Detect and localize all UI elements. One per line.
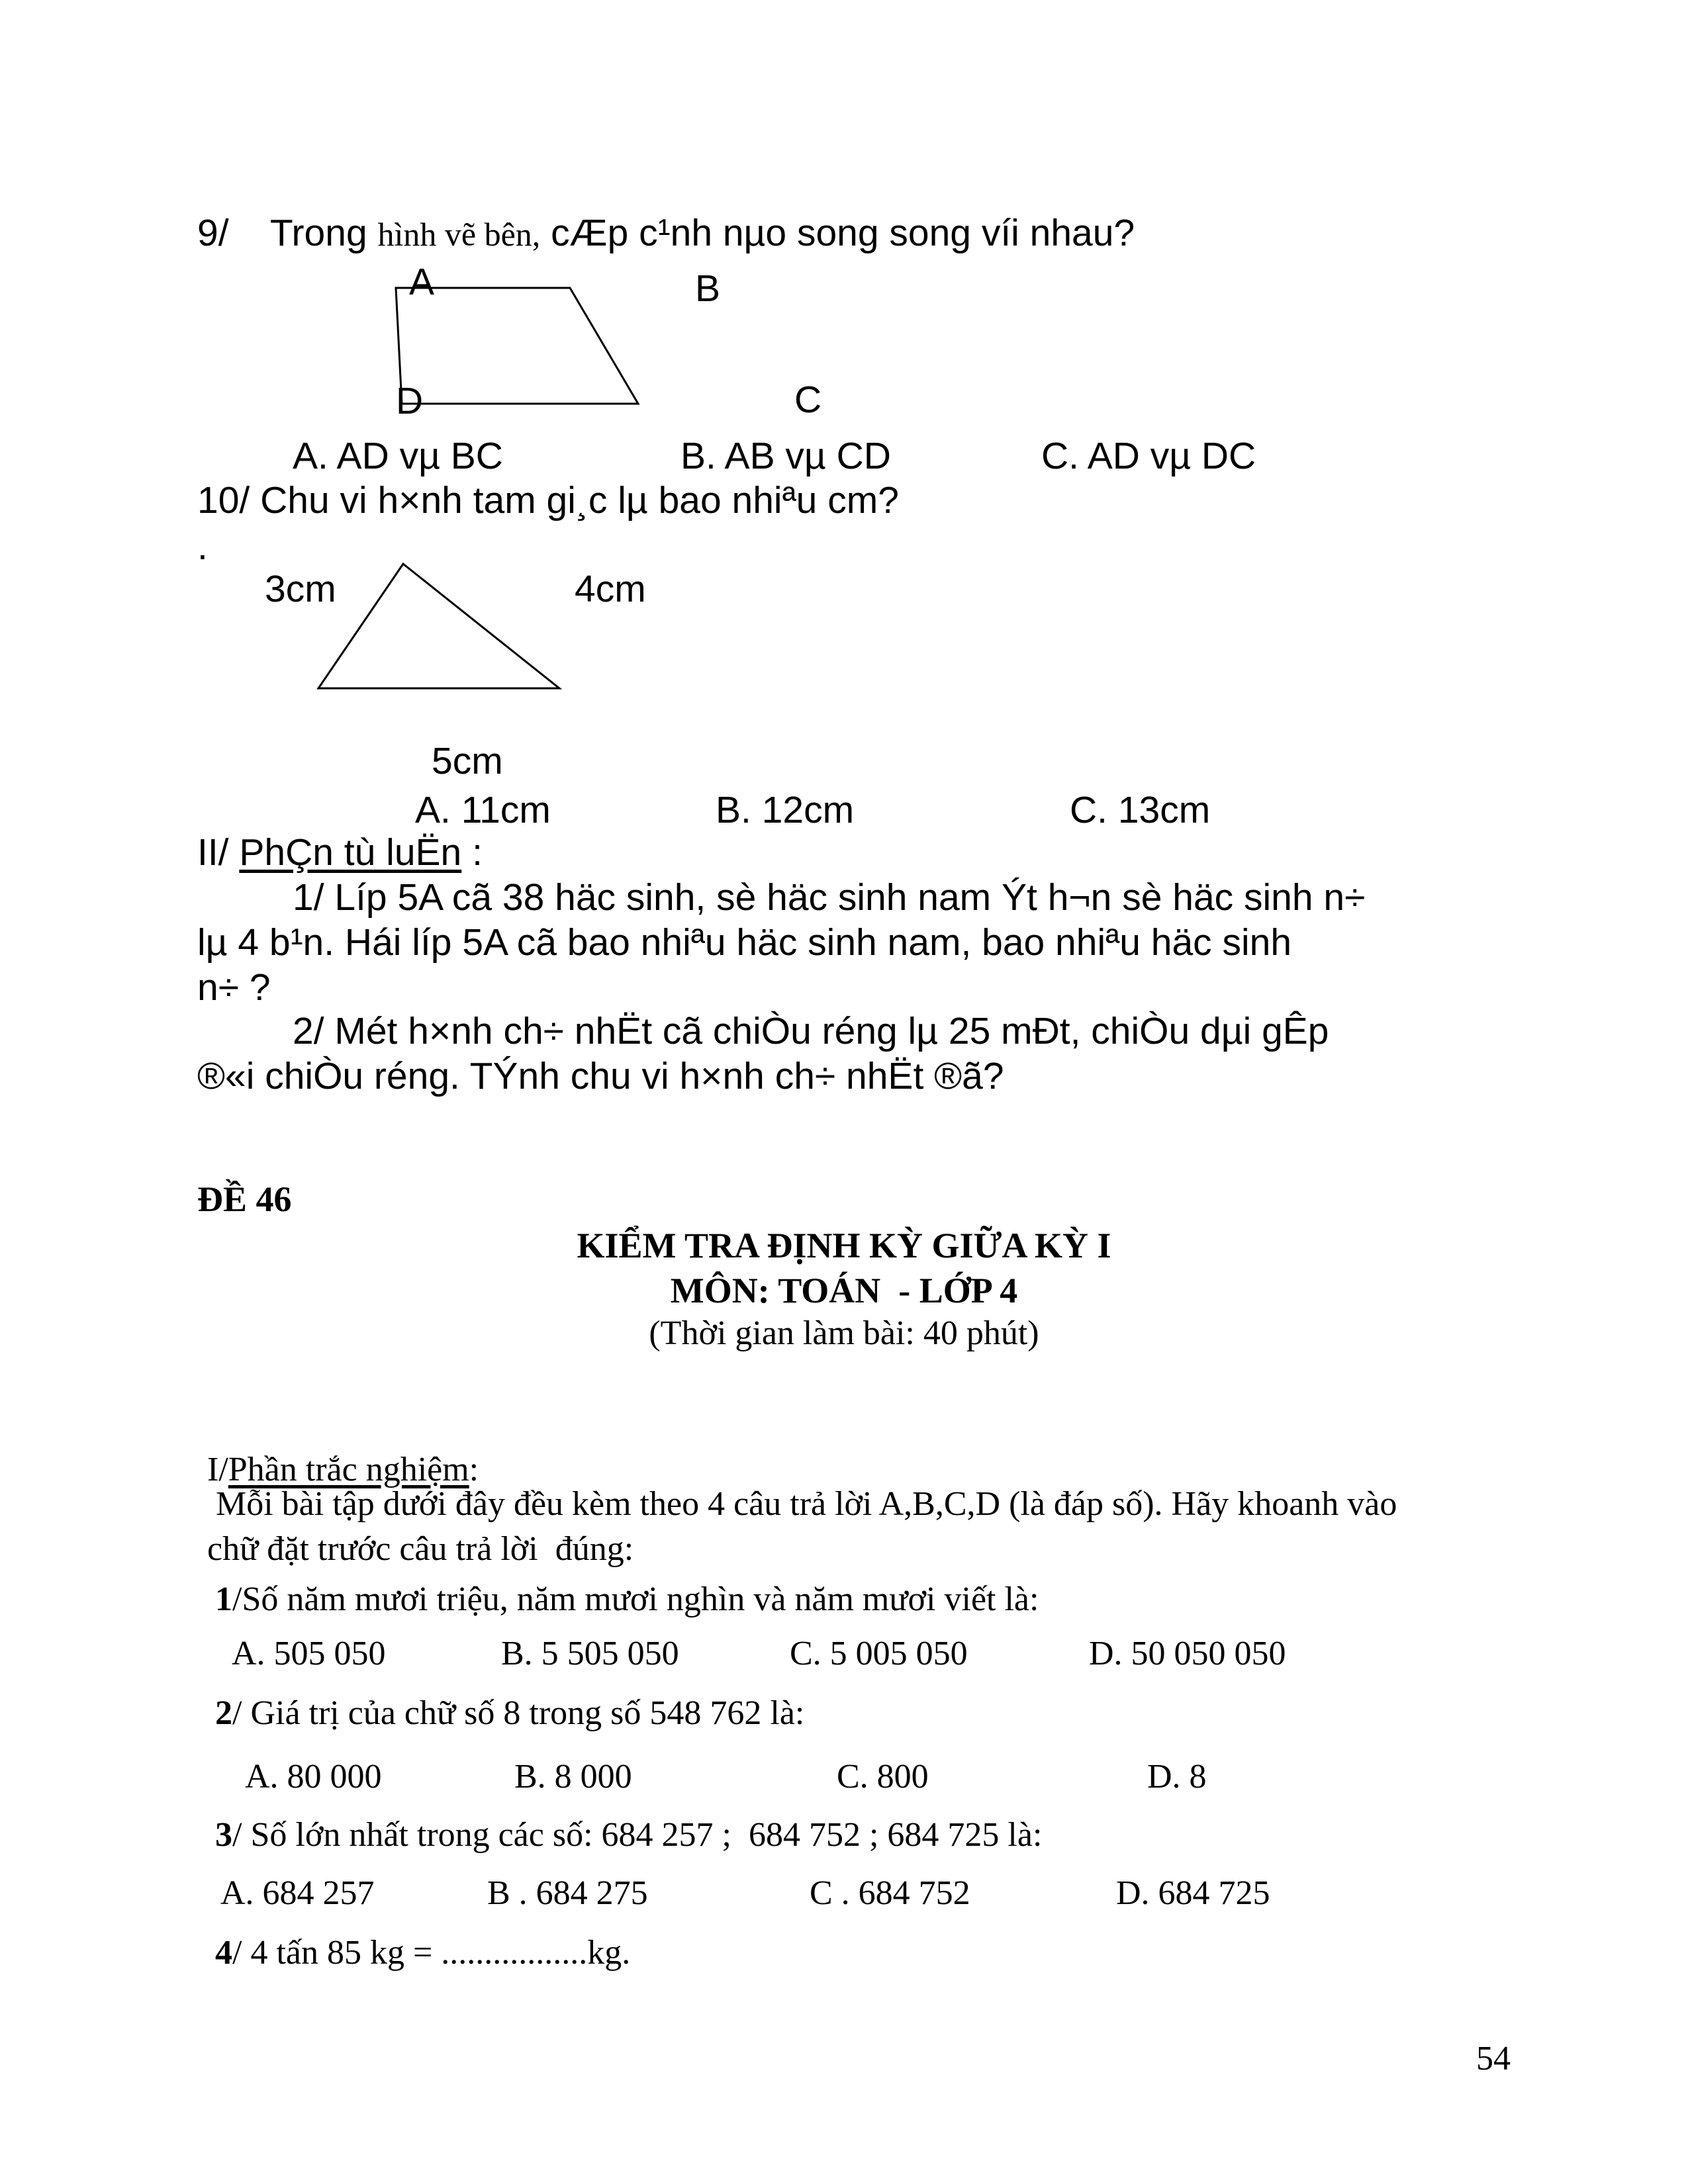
triangle-side-left-label: 3cm — [265, 568, 336, 610]
part-1-suffix: : — [469, 1451, 479, 1488]
vertex-label-b: B — [695, 267, 721, 310]
triangle-side-bottom-label: 5cm — [432, 740, 503, 782]
mcq-question-2 — [215, 1692, 804, 1735]
triangle-side-right-label: 4cm — [575, 568, 646, 610]
essay-problem-2-line-2: ®«i chiÒu réng. TÝnh chu vi h×nh ch÷ nhËt ®ã? — [197, 1055, 1004, 1097]
essay-problem-1-line-1: 1/ Líp 5A cã 38 häc sinh, sè häc sinh nam Ýt h¬n sè häc sinh n÷ — [293, 876, 1366, 919]
essay-problem-1-line-2: lµ 4 b¹n. Hái líp 5A cã bao nhiªu häc sinh nam, bao nhiªu häc sinh — [197, 921, 1292, 964]
part-2-heading — [197, 830, 483, 875]
q3-answer-c: C . 684 752 — [810, 1874, 970, 1912]
q9-prefix: 9/ Trong — [197, 212, 378, 254]
exam-number-heading: ĐỀ 46 — [197, 1179, 292, 1219]
q9-rest: cÆp c¹nh nµo song song víi nhau? — [540, 212, 1135, 254]
q3-number: 3 — [215, 1816, 232, 1854]
q4-number: 4 — [215, 1934, 232, 1972]
q1-answer-a: A. 505 050 — [232, 1635, 386, 1672]
essay-problem-1-line-3: n÷ ? — [197, 966, 271, 1009]
q1-answer-b: B. 5 505 050 — [501, 1635, 679, 1672]
q10-answer-a: A. 11cm — [415, 789, 551, 831]
stray-dot: . — [197, 525, 208, 568]
q1-answer-c: C. 5 005 050 — [790, 1635, 968, 1672]
essay-problem-2-line-1: 2/ Mét h×nh ch÷ nhËt cã chiÒu réng lµ 25 mÐt, chiÒu dµi gÊp — [293, 1010, 1329, 1052]
part-2-prefix: II/ — [197, 831, 240, 874]
mcq-question-4 — [215, 1931, 630, 1975]
part-2-title: PhÇn tù luËn — [239, 831, 462, 874]
part-1-title: Phần trắc nghiệm — [228, 1451, 469, 1488]
q3-answer-b: B . 684 275 — [487, 1874, 648, 1912]
vertex-label-a: A — [409, 261, 435, 303]
q9-answer-a: A. AD vµ BC — [293, 435, 503, 477]
q3-text: / Số lớn nhất trong các số: 684 257 ; 684 752 ; 684 725 là: — [232, 1816, 1043, 1854]
mcq-question-3 — [215, 1813, 1042, 1857]
exam-subtitle: MÔN: TOÁN - LỚP 4 — [670, 1271, 1018, 1310]
triangle-figure — [311, 557, 569, 696]
q9-answer-b: B. AB vµ CD — [680, 435, 891, 477]
q2-answer-d: D. 8 — [1147, 1758, 1207, 1796]
part-2-suffix: : — [461, 831, 483, 874]
q3-answer-a: A. 684 257 — [220, 1874, 375, 1912]
vertex-label-d: D — [396, 380, 424, 422]
q10-answer-b: B. 12cm — [716, 789, 855, 831]
question-9-text — [197, 210, 1135, 257]
q9-serif-fragment: hình vẽ bên, — [377, 216, 541, 253]
q4-text: / 4 tấn 85 kg = .................kg. — [232, 1934, 631, 1972]
q2-answer-c: C. 800 — [837, 1758, 929, 1796]
q1-text: /Số năm mươi triệu, năm mươi nghìn và năm mươi viết là: — [232, 1580, 1039, 1618]
q10-answer-c: C. 13cm — [1070, 789, 1211, 831]
trapezoid-figure — [391, 281, 655, 414]
vertex-label-c: C — [794, 379, 822, 421]
q9-answer-c: C. AD vµ DC — [1041, 435, 1256, 477]
exam-time-note: (Thời gian làm bài: 40 phút) — [649, 1314, 1039, 1352]
page-number: 54 — [1476, 2040, 1511, 2077]
part-1-prefix: I/ — [207, 1451, 228, 1488]
q1-number: 1 — [215, 1580, 232, 1618]
q2-answer-b: B. 8 000 — [514, 1758, 632, 1796]
intro-line-1: Mỗi bài tập dưới đây đều kèm theo 4 câu trả lời A,B,C,D (là đáp số). Hãy khoanh vào — [207, 1485, 1397, 1523]
intro-line-2: chữ đặt trước câu trả lời đúng: — [207, 1530, 634, 1568]
mcq-question-1 — [215, 1578, 1039, 1621]
q2-answer-a: A. 80 000 — [245, 1758, 382, 1796]
q2-number: 2 — [215, 1694, 232, 1732]
question-10-text: 10/ Chu vi h×nh tam gi¸c lµ bao nhiªu cm? — [197, 479, 899, 522]
q1-answer-d: D. 50 050 050 — [1089, 1635, 1286, 1672]
q2-text: / Giá trị của chữ số 8 trong số 548 762 là: — [232, 1694, 805, 1732]
exam-title: KIỂM TRA ĐỊNH KỲ GIỮA KỲ I — [577, 1226, 1111, 1265]
q3-answer-d: D. 684 725 — [1116, 1874, 1270, 1912]
